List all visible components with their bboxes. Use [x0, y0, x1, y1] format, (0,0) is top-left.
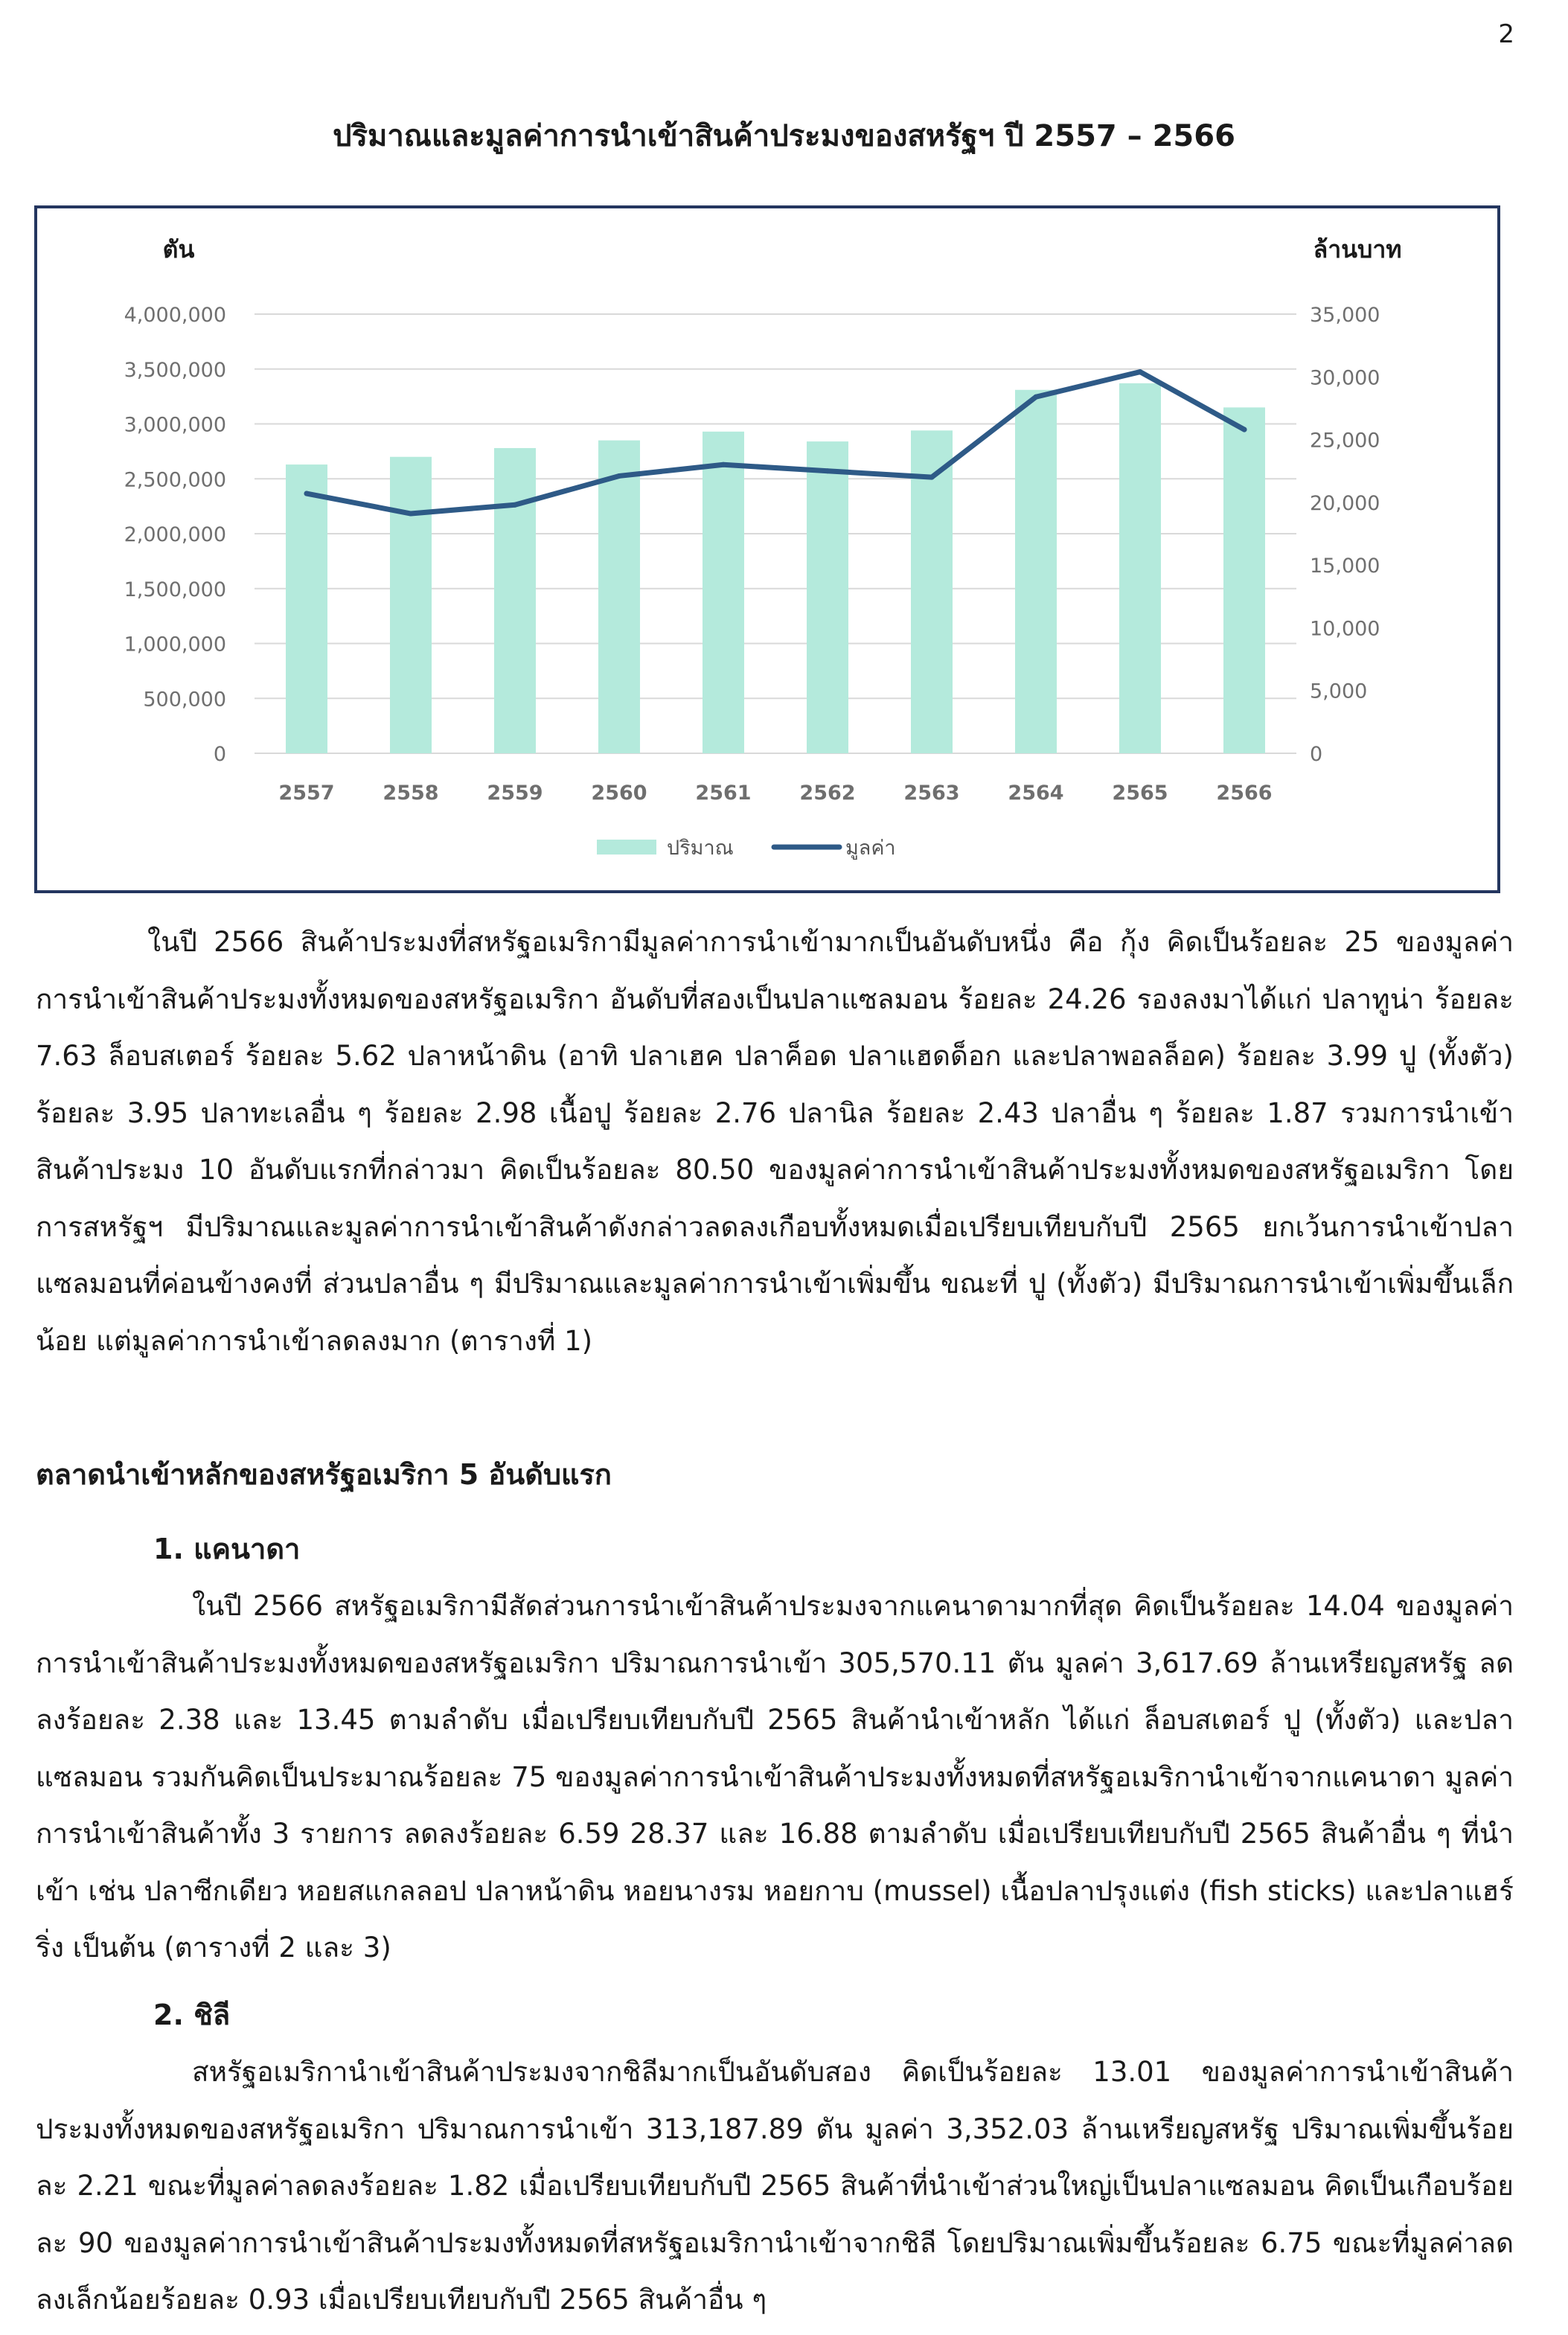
bar-volume: [1119, 383, 1161, 753]
legend-swatch-volume: [597, 840, 656, 855]
combo-chart: [37, 208, 1497, 890]
line-point: [1138, 369, 1143, 374]
y-left-axis-title: ตัน: [162, 235, 195, 263]
bar-volume: [1223, 407, 1265, 753]
y-left-tick-label: 2,500,000: [124, 468, 226, 492]
bar-volume: [807, 441, 848, 753]
line-point: [1034, 395, 1039, 400]
bar-volume: [390, 457, 432, 753]
paragraph-top-imports: ในปี 2566 สินค้าประมงที่สหรัฐอเมริกามีมูลค่าการนำเข้ามากเป็นอันดับหนึ่ง คือ กุ้ง คิดเป็นร้อยละ 25 ของมูลค่าการนำเข้าสินค้าประมงทั้งหมดของสหรัฐอเมริกา อันดับที่สองเป็นปลาแซลมอน ร้อยละ 24.26 รองลงมาได้แก่ ปลาทูน่า ร้อยละ 7.63 ล็อบสเตอร์ ร้อยละ 5.62 ปลาหน้าดิน (อาทิ ปลาเฮค ปลาค็อด ปลาแฮดด็อก และปลาพอลล็อค) ร้อยละ 3.99 ปู (ทั้งตัว) ร้อยละ 3.95 ปลาทะเลอื่น ๆ ร้อยละ 2.98 เนื้อปู ร้อยละ 2.76 ปลานิล ร้อยละ 2.43 ปลาอื่น ๆ ร้อยละ 1.87 รวมการนำเข้าสินค้าประมง 10 อันดับแรกที่กล่าวมา คิดเป็นร้อยละ 80.50 ของมูลค่าการนำเข้าสินค้าประมงทั้งหมดของสหรัฐอเมริกา โดยการสหรัฐฯ มีปริมาณและมูลค่าการนำเข้าสินค้าดังกล่าวลดลงเกือบทั้งหมดเมื่อเปรียบเทียบกับปี 2565 ยกเว้นการนำเข้าปลาแซลมอนที่ค่อนข้างคงที่ ส่วนปลาอื่น ๆ มีปริมาณและมูลค่าการนำเข้าเพิ่มขึ้น ขณะที่ ปู (ทั้งตัว) มีปริมาณการนำเข้าเพิ่มขึ้นเล็กน้อย แต่มูลค่าการนำเข้าลดลงมาก (ตารางที่ 1): [36, 926, 1514, 1357]
line-point: [513, 502, 518, 508]
bar-volume: [286, 464, 327, 753]
line-point: [409, 511, 414, 517]
x-tick-label: 2561: [695, 782, 752, 805]
x-tick-label: 2562: [799, 782, 856, 805]
line-point: [304, 491, 310, 496]
y-left-tick-label: 4,000,000: [124, 304, 226, 327]
line-value: [307, 372, 1244, 514]
x-tick-label: 2558: [383, 782, 439, 805]
subheading-canada: 1. แคนาดา: [153, 1533, 301, 1565]
line-point: [1242, 427, 1247, 432]
x-tick-label: 2563: [903, 782, 960, 805]
y-left-tick-label: 2,000,000: [124, 523, 226, 546]
bar-volume: [1015, 390, 1057, 753]
line-point: [929, 475, 935, 480]
y-right-tick-label: 25,000: [1310, 429, 1380, 453]
y-left-tick-label: 1,500,000: [124, 578, 226, 601]
x-tick-label: 2565: [1112, 782, 1168, 805]
y-right-tick-label: 30,000: [1310, 366, 1380, 390]
bar-volume: [494, 448, 536, 753]
x-tick-label: 2557: [278, 782, 335, 805]
page-number: 2: [1498, 19, 1514, 49]
document-title: ปริมาณและมูลค่าการนำเข้าสินค้าประมงของสหรัฐฯ ปี 2557 – 2566: [333, 119, 1235, 153]
y-left-tick-label: 3,500,000: [124, 358, 226, 382]
y-left-tick-label: 1,000,000: [124, 633, 226, 657]
y-right-tick-label: 20,000: [1310, 491, 1380, 515]
x-tick-label: 2566: [1216, 782, 1273, 805]
bar-volume: [703, 432, 744, 753]
y-left-tick-label: 500,000: [143, 688, 226, 712]
y-right-tick-label: 35,000: [1310, 304, 1380, 327]
y-left-tick-label: 0: [213, 743, 226, 766]
y-right-tick-label: 0: [1310, 743, 1323, 766]
y-right-axis-title: ล้านบาท: [1313, 235, 1402, 263]
y-left-tick-label: 3,000,000: [124, 413, 226, 437]
line-point: [617, 473, 622, 479]
y-right-tick-label: 15,000: [1310, 555, 1380, 578]
paragraph-chile: สหรัฐอเมริกานำเข้าสินค้าประมงจากชิลีมากเป็นอันดับสอง คิดเป็นร้อยละ 13.01 ของมูลค่าการนำเข้าสินค้าประมงทั้งหมดของสหรัฐอเมริกา ปริมาณการนำเข้า 313,187.89 ตัน มูลค่า 3,352.03 ล้านเหรียญสหรัฐ ปริมาณเพิ่มขึ้นร้อยละ 2.21 ขณะที่มูลค่าลดลงร้อยละ 1.82 เมื่อเปรียบเทียบกับปี 2565 สินค้าที่นำเข้าส่วนใหญ่เป็นปลาแซลมอน คิดเป็นเกือบร้อยละ 90 ของมูลค่าการนำเข้าสินค้าประมงทั้งหมดที่สหรัฐอเมริกานำเข้าจากชิลี โดยปริมาณเพิ่มขึ้นร้อยละ 6.75 ขณะที่มูลค่าลดลงเล็กน้อยร้อยละ 0.93 เมื่อเปรียบเทียบกับปี 2565 สินค้าอื่น ๆ: [36, 2056, 1514, 2316]
chart-frame: [34, 205, 1500, 893]
legend-label-value: มูลค่า: [845, 837, 896, 860]
legend-label-volume: ปริมาณ: [667, 837, 734, 860]
paragraph-canada: ในปี 2566 สหรัฐอเมริกามีสัดส่วนการนำเข้าสินค้าประมงจากแคนาดามากที่สุด คิดเป็นร้อยละ 14.04 ของมูลค่าการนำเข้าสินค้าประมงทั้งหมดของสหรัฐอเมริกา ปริมาณการนำเข้า 305,570.11 ตัน มูลค่า 3,617.69 ล้านเหรียญสหรัฐ ลดลงร้อยละ 2.38 และ 13.45 ตามลำดับ เมื่อเปรียบเทียบกับปี 2565 สินค้านำเข้าหลัก ได้แก่ ล็อบสเตอร์ ปู (ทั้งตัว) และปลาแซลมอน รวมกันคิดเป็นประมาณร้อยละ 75 ของมูลค่าการนำเข้าสินค้าประมงทั้งหมดที่สหรัฐอเมริกานำเข้าจากแคนาดา มูลค่าการนำเข้าสินค้าทั้ง 3 รายการ ลดลงร้อยละ 6.59 28.37 และ 16.88 ตามลำดับ เมื่อเปรียบเทียบกับปี 2565 สินค้าอื่น ๆ ที่นำเข้า เช่น ปลาซีกเดียว หอยสแกลลอป ปลาหน้าดิน หอยนางรม หอยกาบ (mussel) เนื้อปลาปรุงแต่ง (fish sticks) และปลาแฮร์ริ่ง เป็นต้น (ตารางที่ 2 และ 3): [36, 1590, 1514, 1964]
subheading-chile: 2. ชิลี: [153, 1999, 231, 2031]
x-tick-label: 2560: [591, 782, 647, 805]
line-point: [825, 468, 831, 473]
x-tick-label: 2559: [487, 782, 543, 805]
y-right-tick-label: 5,000: [1310, 680, 1368, 703]
bar-volume: [598, 441, 640, 753]
section-heading-top-markets: ตลาดนำเข้าหลักของสหรัฐอเมริกา 5 อันดับแรก: [36, 1458, 612, 1491]
y-right-tick-label: 10,000: [1310, 617, 1380, 641]
x-tick-label: 2564: [1008, 782, 1064, 805]
line-point: [721, 462, 726, 467]
